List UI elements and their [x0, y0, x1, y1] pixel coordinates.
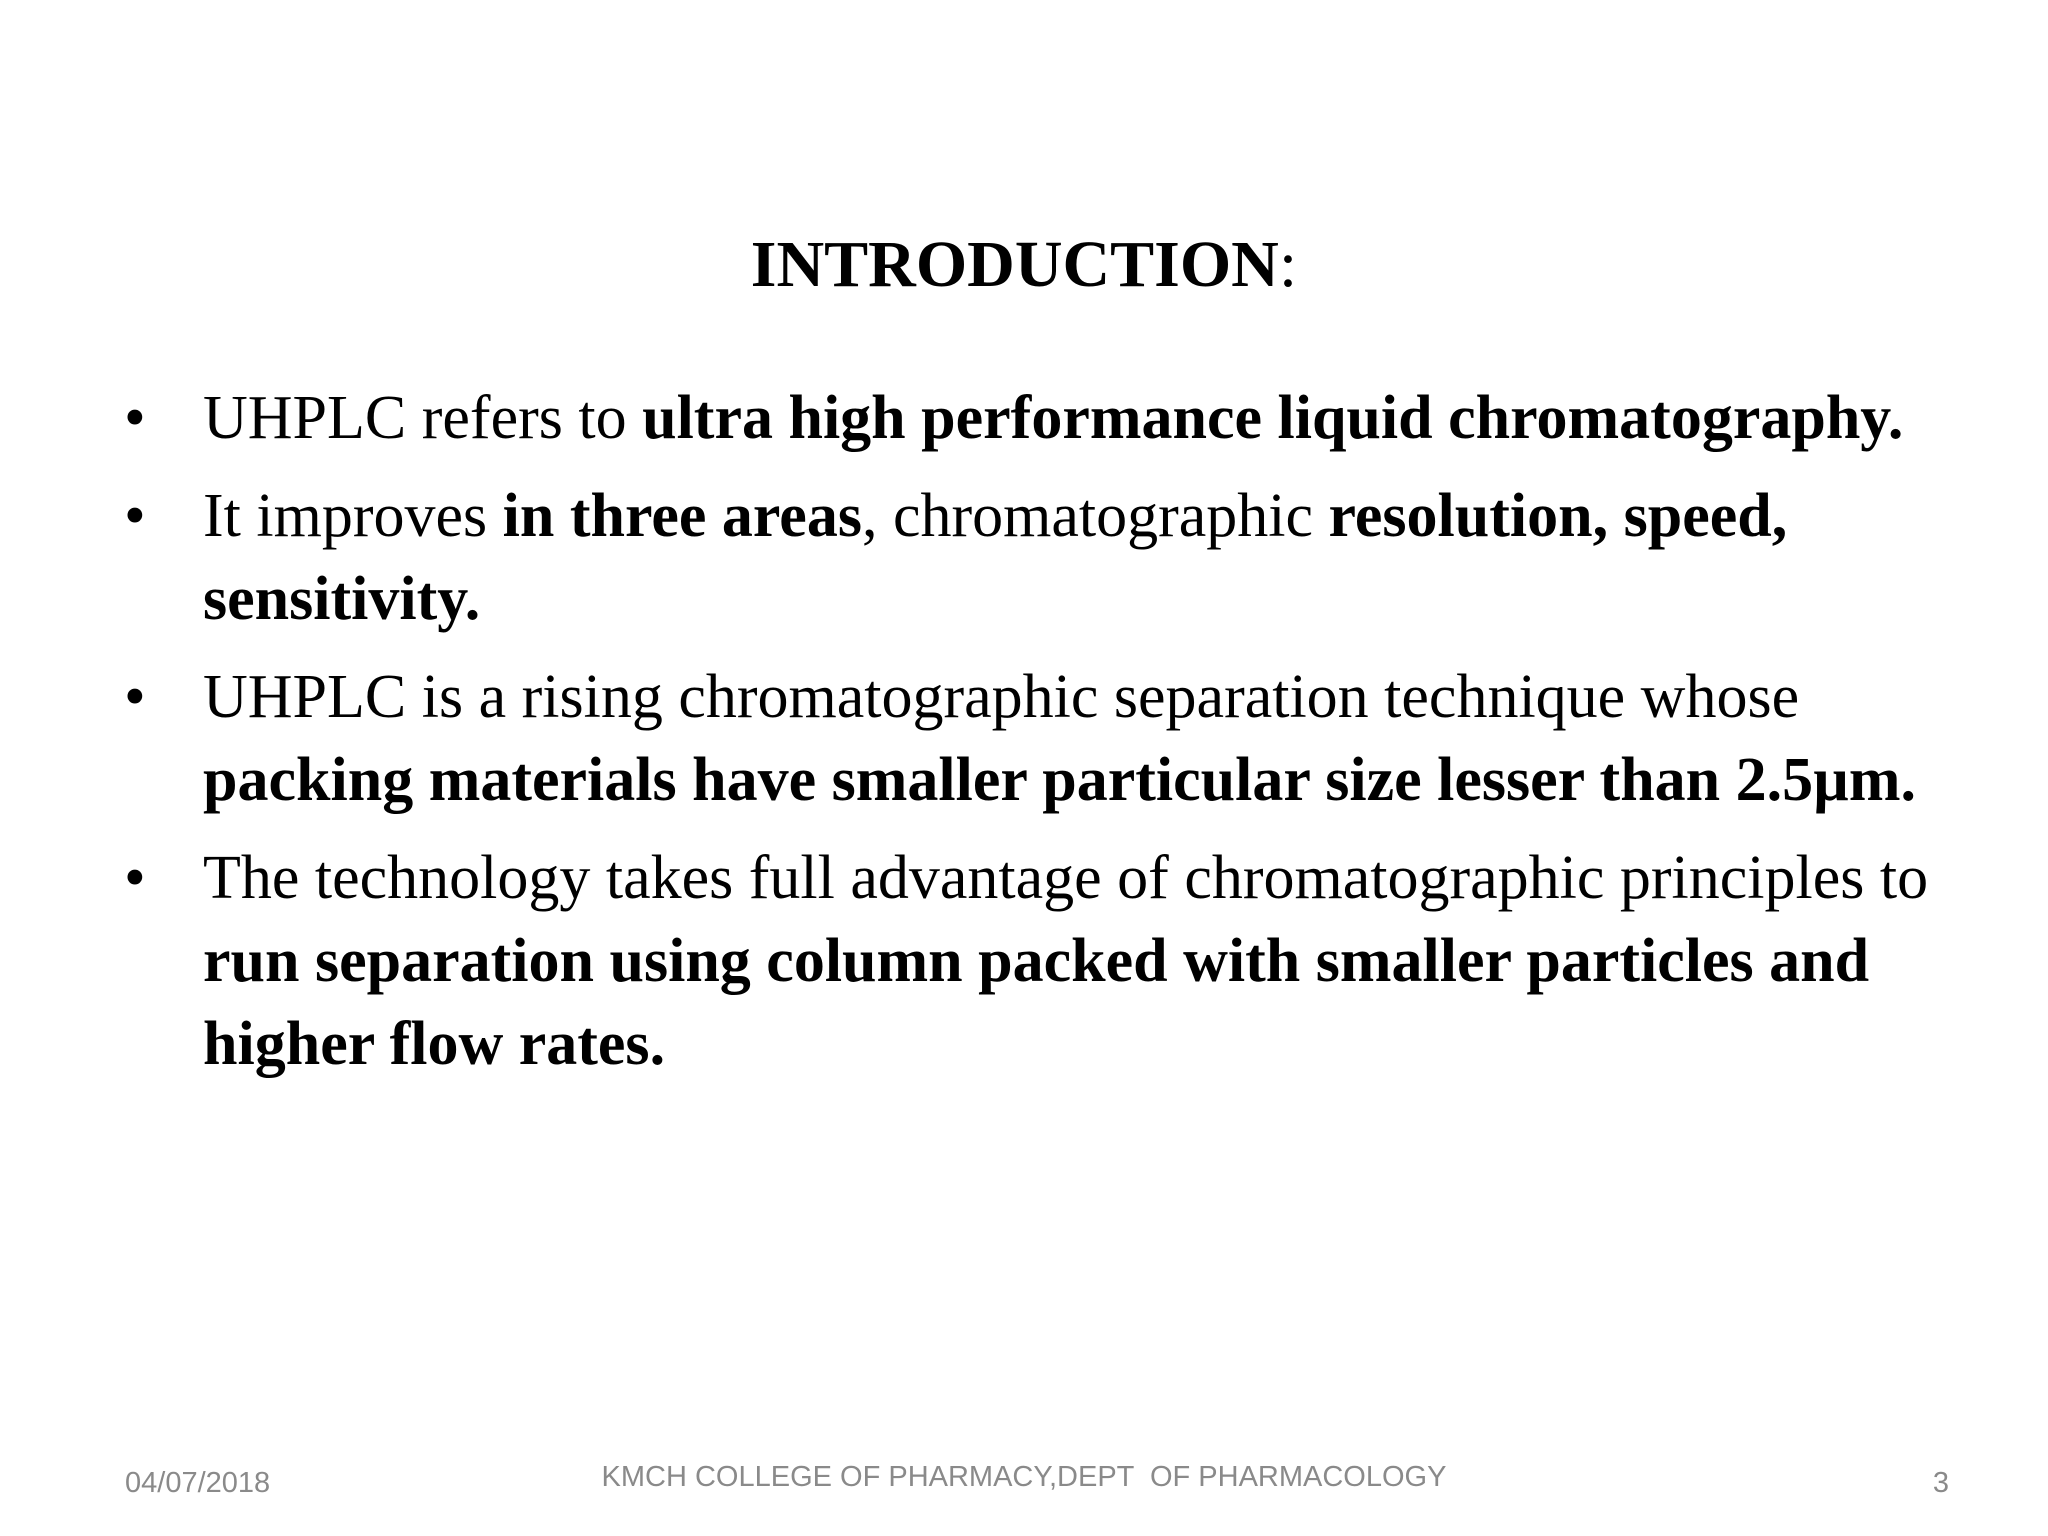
bullet-text: The technology takes full advantage of chromatographic principles to [203, 844, 1929, 912]
bullet-text-bold: ultra high performance liquid chromatography. [642, 384, 1904, 452]
bullet-list [117, 377, 1957, 1101]
bullet-text: It improves [203, 482, 503, 550]
bullet-marker: • [124, 482, 146, 550]
bullet-text-bold: in three areas [502, 482, 862, 550]
bullet-text-bold: packing materials have smaller particular size lesser than 2.5µm. [203, 746, 1917, 814]
bullet-item [117, 837, 1957, 1086]
bullet-marker: • [124, 384, 146, 452]
slide-title-colon: : [1278, 228, 1298, 301]
bullet-marker: • [124, 844, 146, 912]
bullet-text: , chromatographic [861, 482, 1329, 550]
bullet-item [117, 377, 1957, 460]
bullet-item [117, 656, 1957, 822]
bullet-text-bold: resolution, speed, sensitivity. [203, 482, 1788, 633]
bullet-text-bold: run separation using column packed with smaller particles and higher flow rates. [203, 927, 1870, 1078]
bullet-marker: • [124, 663, 146, 731]
bullet-text: UHPLC is a rising chromatographic separation technique whose [203, 663, 1800, 731]
bullet-text: UHPLC refers to [203, 384, 643, 452]
footer-page-number: 3 [1932, 1467, 1949, 1499]
footer-institution: KMCH COLLEGE OF PHARMACY,DEPT OF PHARMACOLOGY [601, 1461, 1447, 1493]
footer-date: 04/07/2018 [125, 1467, 271, 1499]
bullet-item [117, 475, 1957, 641]
slide-title-text: INTRODUCTION [750, 228, 1279, 301]
slide-title [0, 225, 2048, 305]
